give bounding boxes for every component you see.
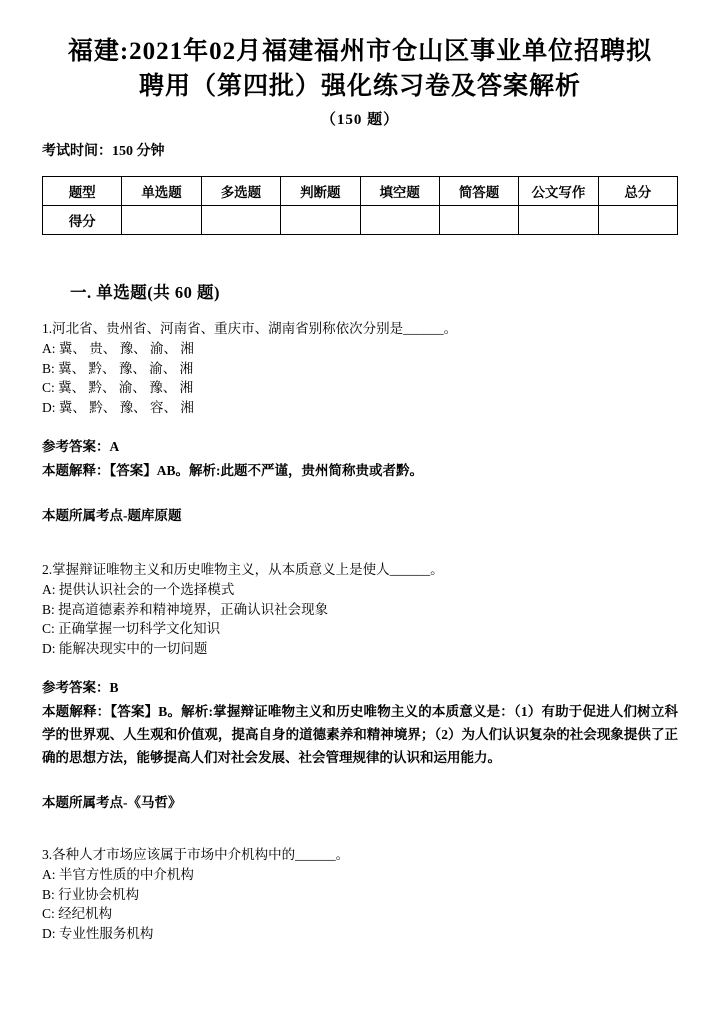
score-table-header-single-choice: 单选题 xyxy=(122,177,201,206)
question-1-option-b: B: 冀、 黔、 豫、 渝、 湘 xyxy=(42,360,194,376)
question-2 xyxy=(42,560,678,811)
question-1-reference-answer: 参考答案：A xyxy=(42,439,120,454)
score-cell-empty xyxy=(360,206,439,235)
question-3-option-d: D: 专业性服务机构 xyxy=(42,925,154,941)
score-row-label: 得分 xyxy=(43,206,122,235)
score-table-header-type: 题型 xyxy=(43,177,122,206)
score-table-header-row xyxy=(43,177,678,206)
question-count: （150 题） xyxy=(320,112,400,128)
title-line-1: 福建:2021年02月福建福州市仓山区事业单位招聘拟 xyxy=(67,38,653,65)
score-cell-empty xyxy=(598,206,677,235)
question-1-option-d: D: 冀、 黔、 豫、 容、 湘 xyxy=(42,399,194,415)
question-3 xyxy=(42,845,678,943)
score-table-header-fill-blank: 填空题 xyxy=(360,177,439,206)
score-cell-empty xyxy=(439,206,518,235)
score-cell-empty xyxy=(201,206,280,235)
question-2-reference-answer: 参考答案：B xyxy=(42,680,119,695)
title-line-2: 聘用（第四批）强化练习卷及答案解析 xyxy=(138,73,581,100)
score-table xyxy=(42,176,678,235)
score-cell-empty xyxy=(122,206,201,235)
question-3-option-b: B: 行业协会机构 xyxy=(42,886,140,902)
question-2-topic: 本题所属考点-《马哲》 xyxy=(42,795,182,810)
exam-time-label: 考试时间：150 分钟 xyxy=(42,144,165,159)
question-1-topic: 本题所属考点-题库原题 xyxy=(42,508,182,523)
question-1 xyxy=(42,319,678,524)
score-cell-empty xyxy=(281,206,360,235)
question-1-explanation: 本题解释：【答案】AB。解析:此题不严谨，贵州简称贵或者黔。 xyxy=(42,463,423,478)
section-heading: 一. 单选题(共 60 题) xyxy=(70,283,220,302)
page-title xyxy=(42,34,678,104)
score-table-header-multi-choice: 多选题 xyxy=(201,177,280,206)
question-1-option-a: A: 冀、 贵、 豫、 渝、 湘 xyxy=(42,341,194,356)
question-2-option-d: D: 能解决现实中的一切问题 xyxy=(42,640,208,656)
question-3-option-c: C: 经纪机构 xyxy=(42,906,113,921)
question-2-option-b: B: 提高道德素养和精神境界，正确认识社会现象 xyxy=(42,601,329,617)
score-table-score-row xyxy=(43,206,678,235)
question-2-stem: 2.掌握辩证唯物主义和历史唯物主义，从本质意义上是使人______。 xyxy=(42,562,444,577)
score-cell-empty xyxy=(519,206,598,235)
question-1-stem: 1.河北省、贵州省、河南省、重庆市、湖南省别称依次分别是______。 xyxy=(42,321,458,336)
score-table-header-short-answer: 简答题 xyxy=(439,177,518,206)
question-3-option-a: A: 半官方性质的中介机构 xyxy=(42,867,194,882)
score-table-header-total: 总分 xyxy=(598,177,677,206)
score-table-header-official-writing: 公文写作 xyxy=(519,177,598,206)
question-2-explanation: 本题解释：【答案】B。解析:掌握辩证唯物主义和历史唯物主义的本质意义是：（1）有助于促进人们树立科学的世界观、人生观和价值观，提高自身的道德素养和精神境界；（2）为人们认识复杂的社会现象提供了正确的思想方法，能够提高人们对社会发展、社会管理规律的认识和运用能力。 xyxy=(42,704,678,765)
question-3-stem: 3.各种人才市场应该属于市场中介机构中的______。 xyxy=(42,847,350,862)
question-1-option-c: C: 冀、 黔、 渝、 豫、 湘 xyxy=(42,380,194,395)
score-table-header-judgement: 判断题 xyxy=(281,177,360,206)
question-2-option-c: C: 正确掌握一切科学文化知识 xyxy=(42,621,221,636)
question-2-option-a: A: 提供认识社会的一个选择模式 xyxy=(42,582,235,597)
